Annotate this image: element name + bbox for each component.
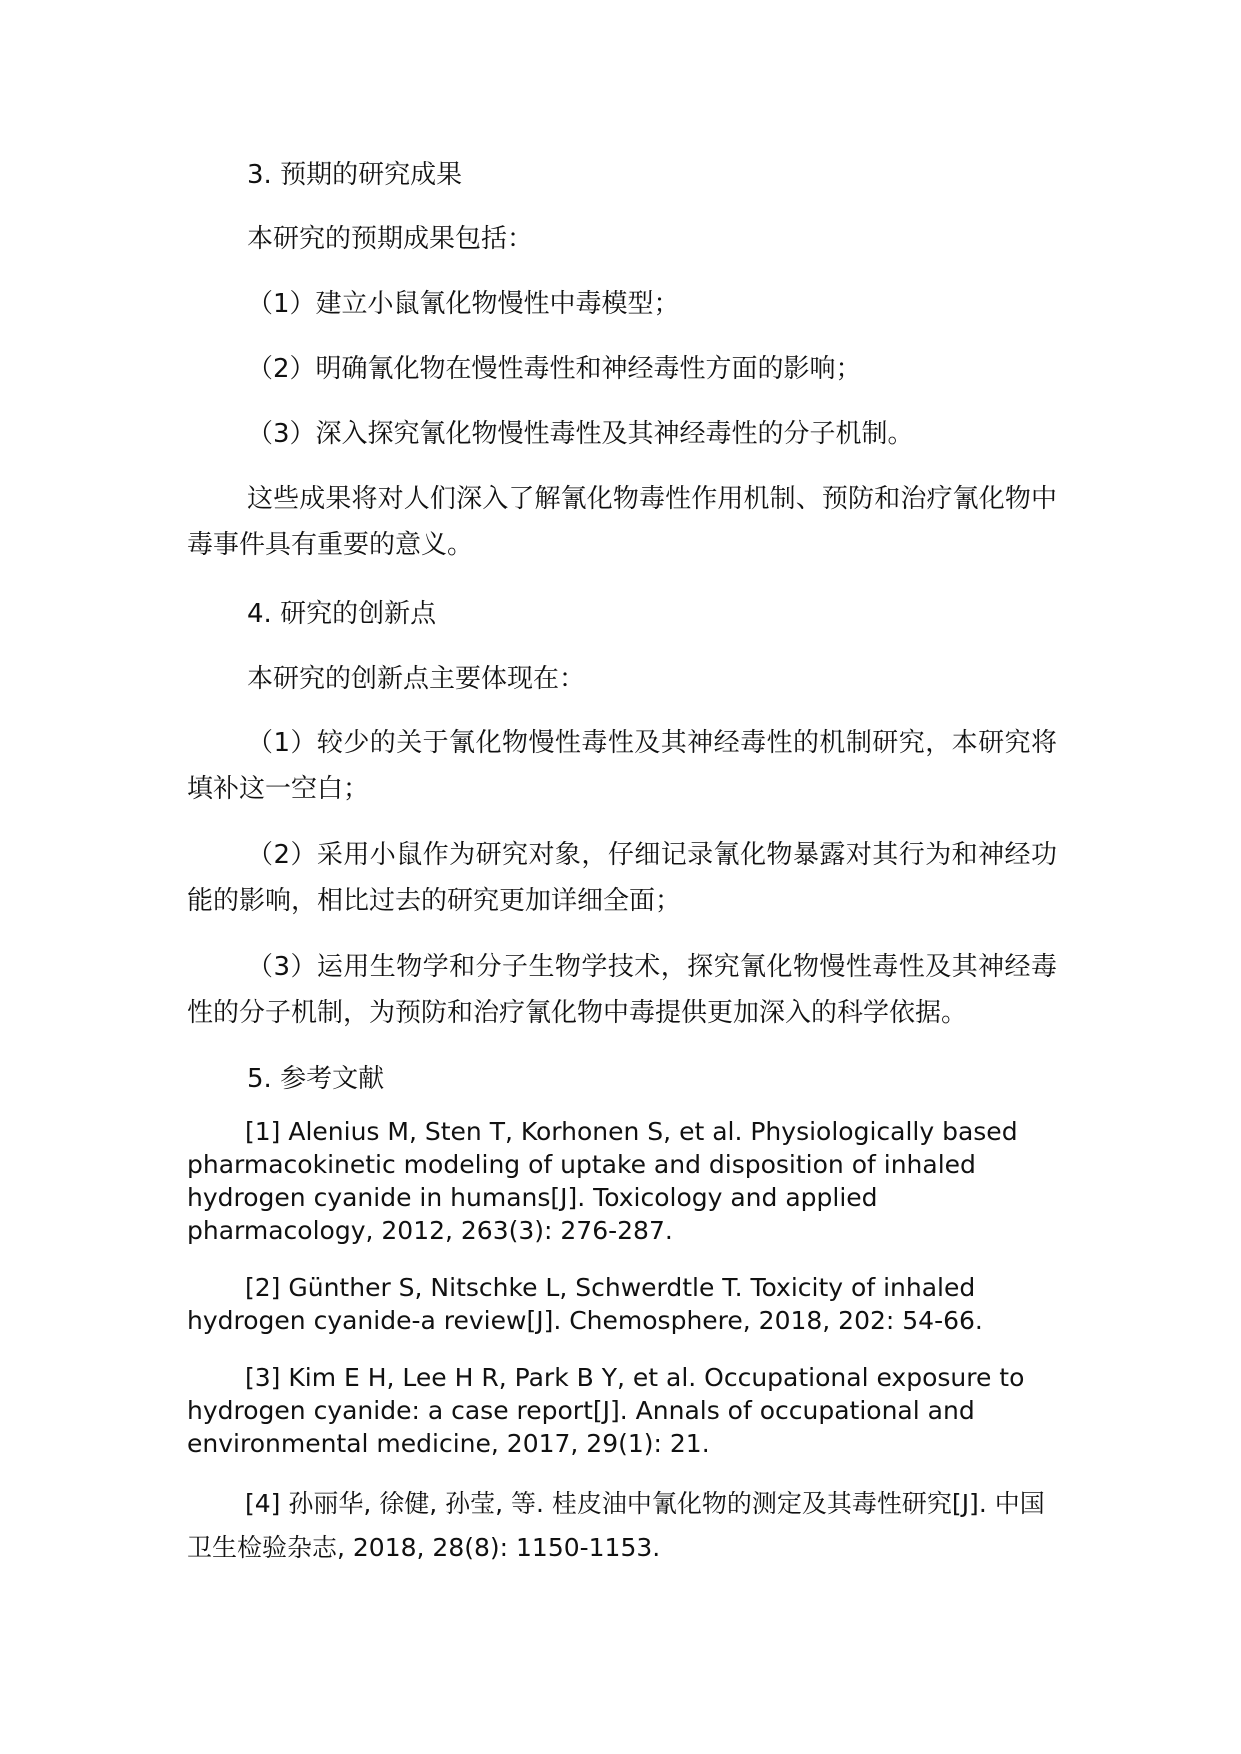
- section-3-intro: 本研究的预期成果包括：: [247, 224, 534, 254]
- section-3-item-1: （1）建立小鼠氰化物慢性中毒模型；: [247, 289, 680, 319]
- section-4-item-2: （2）采用小鼠作为研究对象，仔细记录氰化物暴露对其行为和神经功能的影响，相比过去的研究更加详细全面；: [187, 840, 1057, 916]
- section-3-conclusion: 这些成果将对人们深入了解氰化物毒性作用机制、预防和治疗氰化物中毒事件具有重要的意义。: [187, 484, 1057, 560]
- section-4-intro: 本研究的创新点主要体现在：: [247, 664, 586, 694]
- section-5-heading: 5. 参考文献: [247, 1064, 385, 1094]
- section-4-item-1: （1）较少的关于氰化物慢性毒性及其神经毒性的机制研究，本研究将填补这一空白；: [187, 728, 1057, 804]
- reference-2: [2] Günther S, Nitschke L, Schwerdtle T. Toxicity of inhaled hydrogen cyanide-a review[J]. Chemosphere, 2018, 202: 54-66.: [187, 1273, 983, 1335]
- reference-3: [3] Kim E H, Lee H R, Park B Y, et al. Occupational exposure to hydrogen cyanide: a case report[J]. Annals of occupational and environmental medicine, 2017, 29(1): 21.: [187, 1363, 1025, 1458]
- reference-1: [1] Alenius M, Sten T, Korhonen S, et al. Physiologically based pharmacokinetic modeling of uptake and disposition of inhaled hydrogen cyanide in humans[J]. Toxicology and applied pharmacology, 2012, 263(3): 276-287.: [187, 1117, 1018, 1245]
- section-3-heading: 3. 预期的研究成果: [247, 160, 463, 190]
- section-4-heading: 4. 研究的创新点: [247, 599, 437, 629]
- section-4-item-3: （3）运用生物学和分子生物学技术，探究氰化物慢性毒性及其神经毒性的分子机制，为预防和治疗氰化物中毒提供更加深入的科学依据。: [187, 952, 1057, 1028]
- section-3-item-3: （3）深入探究氰化物慢性毒性及其神经毒性的分子机制。: [247, 419, 914, 449]
- section-3-item-2: （2）明确氰化物在慢性毒性和神经毒性方面的影响；: [247, 354, 862, 384]
- reference-4: [4] 孙丽华, 徐健, 孙莹, 等. 桂皮油中氰化物的测定及其毒性研究[J]. 中国卫生检验杂志, 2018, 28(8): 1150-1153.: [187, 1489, 1045, 1562]
